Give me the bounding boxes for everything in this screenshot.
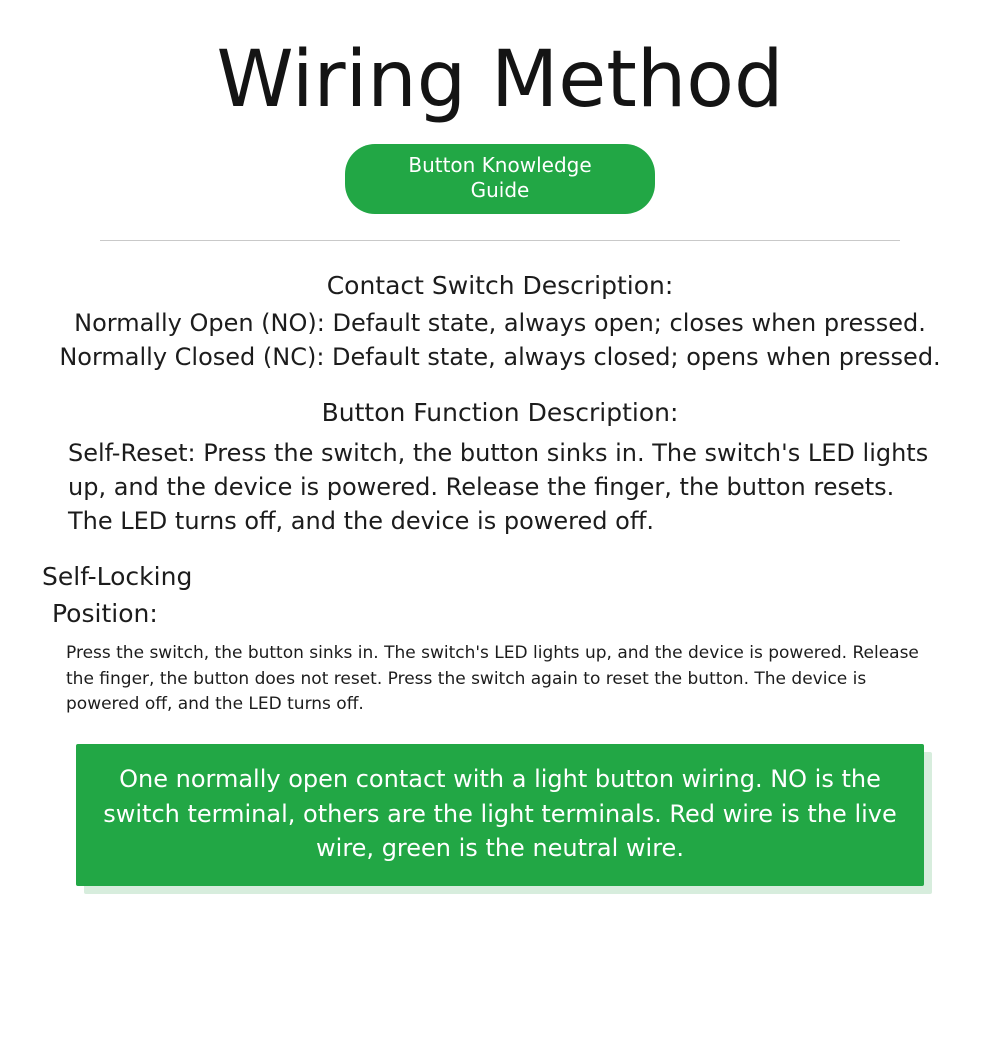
section-heading-button-function: Button Function Description: — [321, 397, 679, 427]
section-body-button-function: Self-Reset: Press the switch, the button sinks in. The switch's LED lights up, and the device is powered. Release the finger, the button resets. The LED turns off, and the device is powered off. — [68, 439, 929, 536]
callout-text: One normally open contact with a light button wiring. NO is the switch terminal, others are the light terminals. Red wire is the live wire, green is the neutral wire. — [76, 744, 924, 886]
page-root — [0, 35, 1000, 1040]
section-body-contact-switch: Normally Open (NO): Default state, always open; closes when pressed. Normally Closed (NC): Default state, always closed; opens when pressed. — [59, 309, 941, 371]
badge-container — [0, 144, 1000, 214]
page-title: Wiring Method — [216, 35, 784, 125]
divider — [100, 240, 900, 241]
section-heading-self-locking-line2: Position: — [52, 598, 158, 628]
section-heading-contact-switch: Contact Switch Description: — [326, 270, 674, 300]
callout-container — [76, 744, 924, 886]
section-heading-self-locking-line1: Self-Locking — [42, 562, 193, 592]
content-body — [0, 269, 1000, 886]
status-badge: Button Knowledge Guide — [345, 144, 655, 214]
section-body-self-locking: Press the switch, the button sinks in. The switch's LED lights up, and the device is powered. Release the finger, the button does not reset. Press the switch again to reset the button. The device is powered off, and the LED turns off. — [66, 643, 919, 715]
